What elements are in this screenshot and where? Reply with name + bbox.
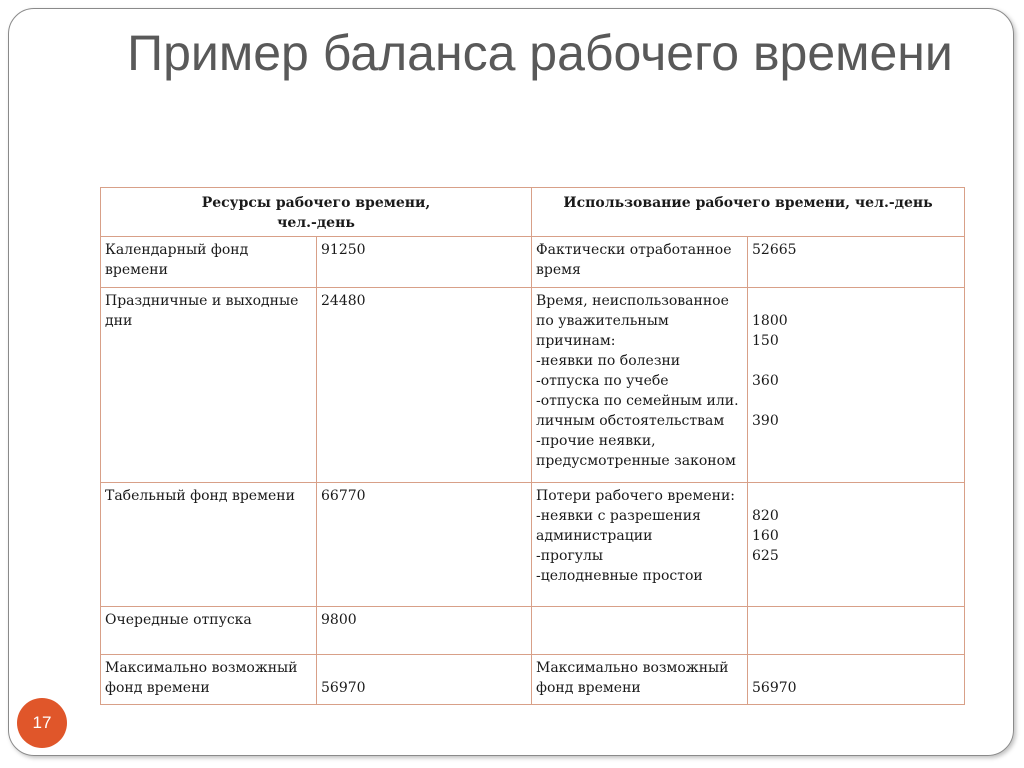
resource-label-cell: Праздничные и выходные дни	[101, 288, 317, 483]
usage-value-cell: 820 160 625	[748, 483, 965, 607]
resource-label-cell: Максимально возможный фонд времени	[101, 655, 317, 705]
usage-value-cell: 1800 150 360 390	[748, 288, 965, 483]
usage-label-cell	[532, 607, 748, 655]
usage-label-cell: Время, неиспользованное по уважительным причинам: -неявки по болезни -отпуска по учебе -отпуска по семейным или. личным обстоятельствам -прочие неявки, предусмотренные законом	[532, 288, 748, 483]
usage-value-cell: 56970	[748, 655, 965, 705]
table-header-row	[101, 188, 965, 237]
slide-title: Пример баланса рабочего времени	[127, 25, 953, 81]
header-usage: Использование рабочего времени, чел.-день	[532, 188, 965, 237]
usage-value-cell	[748, 607, 965, 655]
table-row	[101, 655, 965, 705]
resource-label-cell: Табельный фонд времени	[101, 483, 317, 607]
usage-label-cell: Потери рабочего времени: -неявки с разрешения администрации -прогулы -целодневные простои	[532, 483, 748, 607]
header-resources: Ресурсы рабочего времени, чел.-день	[101, 188, 532, 237]
usage-label-cell: Максимально возможный фонд времени	[532, 655, 748, 705]
table-row	[101, 237, 965, 288]
resource-value-cell: 56970	[317, 655, 532, 705]
resource-value-cell: 24480	[317, 288, 532, 483]
resource-value-cell: 91250	[317, 237, 532, 288]
work-time-balance-table	[100, 187, 965, 705]
resource-value-cell: 66770	[317, 483, 532, 607]
table-row	[101, 288, 965, 483]
resource-label-cell: Очередные отпуска	[101, 607, 317, 655]
page-number-badge: 17	[17, 698, 67, 748]
resource-label-cell: Календарный фонд времени	[101, 237, 317, 288]
usage-value-cell: 52665	[748, 237, 965, 288]
table-row	[101, 607, 965, 655]
table-row	[101, 483, 965, 607]
usage-label-cell: Фактически отработанное время	[532, 237, 748, 288]
resource-value-cell: 9800	[317, 607, 532, 655]
